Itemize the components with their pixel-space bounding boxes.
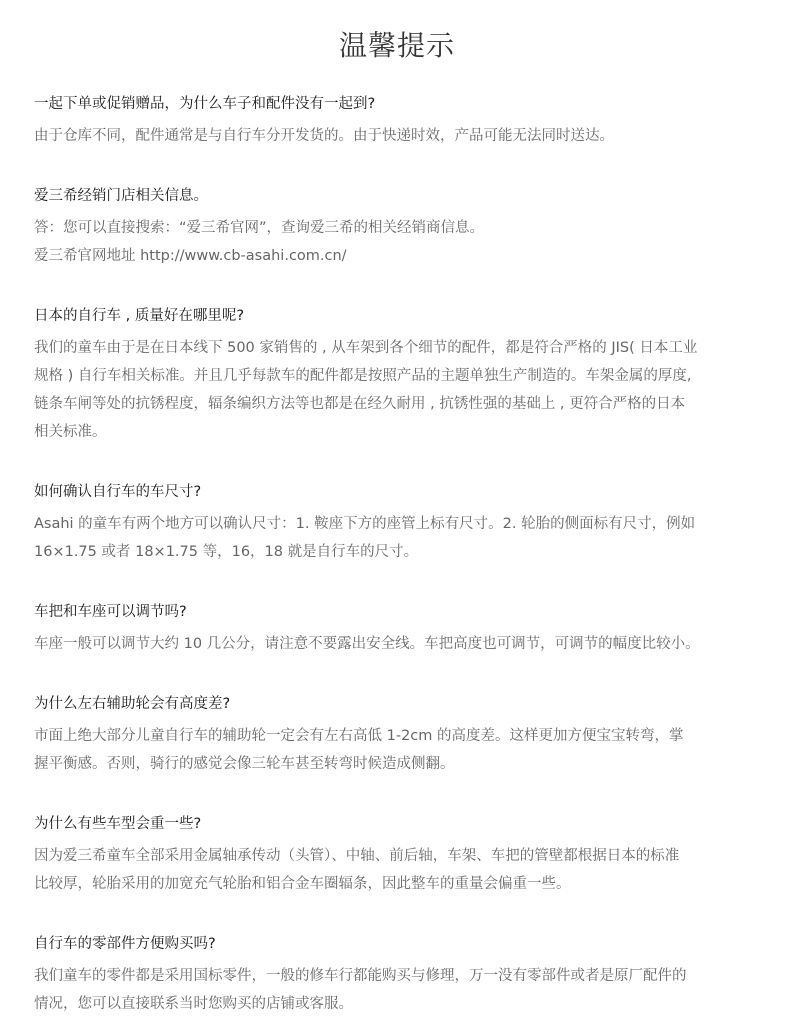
faq-item (34, 186, 760, 270)
faq-answer-line: 规格 ) 自行车相关标准。并且几乎每款车的配件都是按照产品的主题单独生产制造的。车架金属的厚度, (34, 368, 692, 384)
faq-answer (34, 510, 760, 566)
faq-answer-line: 市面上绝大部分儿童自行车的辅助轮一定会有左右高低 1-2cm 的高度差。这样更加方便宝宝转弯，掌 (34, 728, 684, 744)
faq-item (34, 694, 760, 778)
faq-question: 一起下单或促销赠品，为什么车子和配件没有一起到? (34, 96, 376, 112)
faq-answer (34, 122, 760, 150)
faq-question: 爱三希经销门店相关信息。 (34, 188, 208, 204)
faq-answer (34, 630, 760, 658)
faq-question: 自行车的零部件方便购买吗? (34, 936, 216, 952)
faq-answer-line: 握平衡感。否则，骑行的感觉会像三轮车甚至转弯时候造成侧翻。 (34, 756, 455, 772)
faq-answer-line: 16×1.75 或者 18×1.75 等，16，18 就是自行车的尺寸。 (34, 544, 419, 560)
faq-item (34, 94, 760, 150)
faq-answer-line: 比较厚，轮胎采用的加宽充气轮胎和铝合金车圈辐条，因此整车的重量会偏重一些。 (34, 876, 571, 892)
official-site-url: 爱三希官网地址 http://www.cb-asahi.com.cn/ (34, 248, 347, 264)
faq-list (34, 94, 760, 1018)
faq-question: 日本的自行车 , 质量好在哪里呢? (34, 308, 245, 324)
faq-answer (34, 722, 760, 778)
faq-answer-line: 情况，您可以直接联系当时您购买的店铺或客服。 (34, 996, 353, 1012)
faq-answer (34, 214, 760, 270)
faq-question: 如何确认自行车的车尺寸? (34, 484, 202, 500)
faq-answer-line: 由于仓库不同，配件通常是与自行车分开发货的。由于快递时效，产品可能无法同时送达。 (34, 128, 614, 144)
faq-question: 为什么有些车型会重一些? (34, 816, 202, 832)
faq-answer-line: 我们童车的零件都是采用国标零件，一般的修车行都能购买与修理，万一没有零部件或者是原厂配件的 (34, 968, 687, 984)
faq-answer (34, 962, 760, 1018)
faq-item (34, 306, 760, 446)
faq-answer-line: 我们的童车由于是在日本线下 500 家销售的 , 从车架到各个细节的配件，都是符合严格的 JIS( 日本工业 (34, 340, 698, 356)
faq-answer-line: 车座一般可以调节大约 10 几公分，请注意不要露出安全线。车把高度也可调节，可调节的幅度比较小。 (34, 636, 700, 652)
faq-item (34, 814, 760, 898)
faq-item (34, 602, 760, 658)
faq-answer-line: Asahi 的童车有两个地方可以确认尺寸：1. 鞍座下方的座管上标有尺寸。2. 轮胎的侧面标有尺寸，例如 (34, 516, 696, 532)
faq-answer-line: 链条车闸等处的抗锈程度，辐条编织方法等也都是在经久耐用 , 抗锈性强的基础上 , 更符合严格的日本 (34, 396, 686, 412)
faq-answer-line: 答：您可以直接搜索：“爱三希官网”，查询爱三希的相关经销商信息。 (34, 220, 485, 236)
faq-question: 车把和车座可以调节吗? (34, 604, 187, 620)
faq-answer-line: 因为爱三希童车全部采用金属轴承传动（头管）、中轴、前后轴，车架、车把的管壁都根据日本的标准 (34, 848, 680, 864)
faq-question: 为什么左右辅助轮会有高度差? (34, 696, 231, 712)
faq-answer-line: 相关标准。 (34, 424, 107, 440)
faq-answer (34, 842, 760, 898)
page-title: 温馨提示 (338, 29, 455, 62)
faq-answer (34, 334, 760, 446)
faq-item (34, 934, 760, 1018)
faq-item (34, 482, 760, 566)
